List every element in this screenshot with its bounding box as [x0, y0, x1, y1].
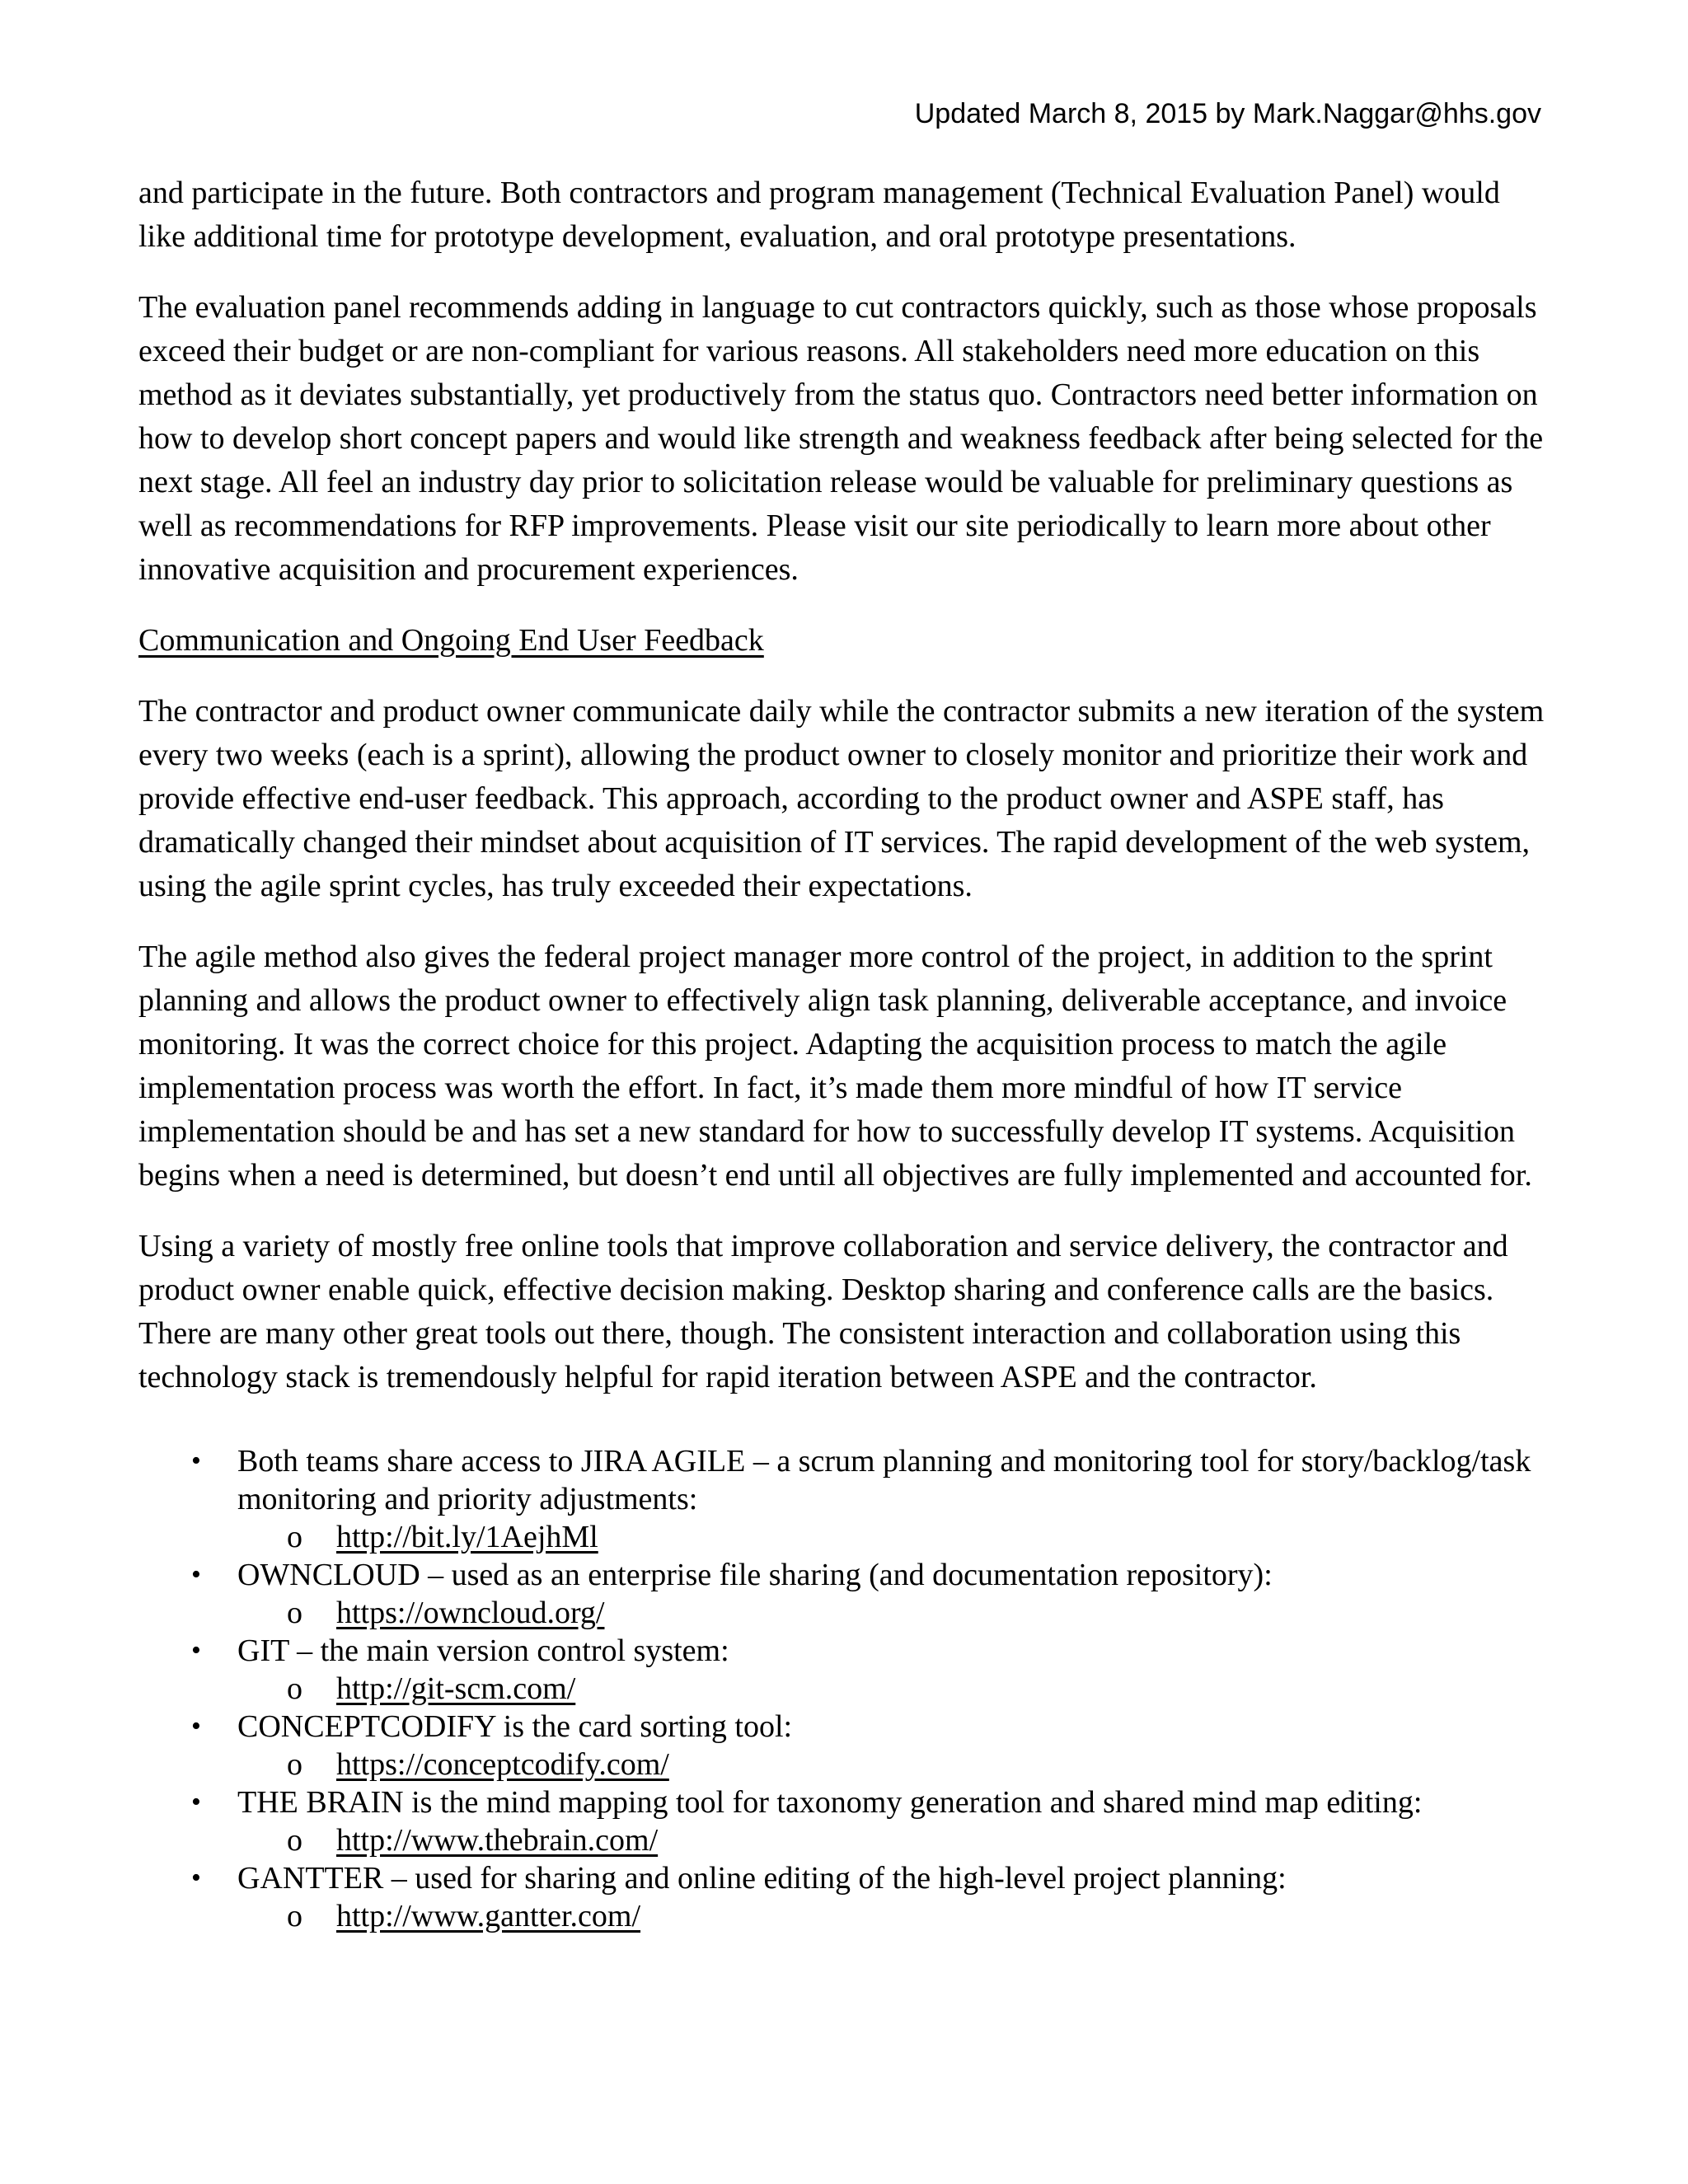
bullet-icon: • [191, 1559, 201, 1590]
tool-description: THE BRAIN is the mind mapping tool for taxonomy generation and shared mind map editing: [237, 1785, 1423, 1820]
list-item [138, 1632, 1548, 1708]
sub-bullet-icon: o [287, 1899, 302, 1933]
list-item [237, 1897, 1548, 1935]
list-item [237, 1594, 1548, 1632]
bullet-icon: • [191, 1446, 201, 1476]
tool-links [237, 1518, 1548, 1556]
sub-bullet-icon: o [287, 1520, 302, 1554]
tool-links [237, 1670, 1548, 1708]
list-item [138, 1859, 1548, 1935]
list-item [237, 1821, 1548, 1859]
tool-link[interactable]: http://www.thebrain.com/ [336, 1823, 659, 1858]
header-update-note: Updated March 8, 2015 by Mark.Naggar@hhs.gov [914, 98, 1541, 129]
list-item [138, 1442, 1548, 1556]
tool-description: GANTTER – used for sharing and online editing of the high-level project planning: [237, 1861, 1287, 1896]
paragraph-communication: The contractor and product owner communicate daily while the contractor submits a new iteration of the system every two weeks (each is a sprint), allowing the product owner to closely monitor and prioritize their work and provide effective end-user feedback. This approach, according to the product owner and ASPE staff, has dramatically changed their mindset about acquisition of IT services. The rapid development of the web system, using the agile sprint cycles, has truly exceeded their expectations. [138, 694, 1545, 903]
list-item [237, 1670, 1548, 1708]
tool-link[interactable]: https://owncloud.org/ [336, 1596, 605, 1630]
tool-link[interactable]: http://www.gantter.com/ [336, 1899, 641, 1933]
bullet-icon: • [191, 1787, 201, 1817]
tool-links [237, 1897, 1548, 1935]
sub-bullet-icon: o [287, 1747, 302, 1782]
bullet-icon: • [191, 1711, 201, 1741]
paragraph-online-tools: Using a variety of mostly free online tools that improve collaboration and service delivery, the contractor and product owner enable quick, effective decision making. Desktop sharing and conference calls are the basics. There are many other great tools out there, though. The consistent interaction and collaboration using this technology stack is tremendously helpful for rapid iteration between ASPE and the contractor. [138, 1229, 1508, 1394]
tools-list [138, 1442, 1548, 1935]
section-heading: Communication and Ongoing End User Feedback [138, 623, 764, 658]
list-item [138, 1556, 1548, 1632]
document-body [138, 171, 1548, 1935]
tool-links [237, 1594, 1548, 1632]
tool-description: Both teams share access to JIRA AGILE – a scrum planning and monitoring tool for story/backlog/task monitoring and priority adjustments: [237, 1444, 1531, 1516]
paragraph-agile-method: The agile method also gives the federal project manager more control of the project, in addition to the sprint planning and allows the product owner to effectively align task planning, deliverable acceptance, and invoice monitoring. It was the correct choice for this project. Adapting the acquisition process to match the agile implementation process was worth the effort. In fact, it’s made them more mindful of how IT service implementation should be and has set a new standard for how to successfully develop IT systems. Acquisition begins when a need is determined, but doesn’t end until all objectives are fully implemented and accounted for. [138, 940, 1532, 1193]
list-item [138, 1708, 1548, 1783]
bullet-icon: • [191, 1863, 201, 1893]
tool-description: CONCEPTCODIFY is the card sorting tool: [237, 1709, 793, 1744]
paragraph-continuation: and participate in the future. Both contractors and program management (Technical Evaluation Panel) would like additional time for prototype development, evaluation, and oral prototype presentations. [138, 176, 1500, 254]
list-item [237, 1746, 1548, 1783]
list-item [138, 1783, 1548, 1859]
bullet-icon: • [191, 1635, 201, 1666]
tool-link[interactable]: http://git-scm.com/ [336, 1671, 576, 1706]
tool-description: OWNCLOUD – used as an enterprise file sharing (and documentation repository): [237, 1558, 1273, 1592]
tool-link[interactable]: https://conceptcodify.com/ [336, 1747, 669, 1782]
paragraph-evaluation-panel: The evaluation panel recommends adding in language to cut contractors quickly, such as those whose proposals exceed their budget or are non-compliant for various reasons. All stakeholders need more education on this method as it deviates substantially, yet productively from the status quo. Contractors need better information on how to develop short concept papers and would like strength and weakness feedback after being selected for the next stage. All feel an industry day prior to solicitation release would be valuable for preliminary questions as well as recommendations for RFP improvements. Please visit our site periodically to learn more about other innovative acquisition and procurement experiences. [138, 290, 1544, 587]
sub-bullet-icon: o [287, 1596, 302, 1630]
tool-links [237, 1746, 1548, 1783]
tool-description: GIT – the main version control system: [237, 1633, 729, 1668]
sub-bullet-icon: o [287, 1671, 302, 1706]
sub-bullet-icon: o [287, 1823, 302, 1858]
tool-link[interactable]: http://bit.ly/1AejhMl [336, 1520, 598, 1554]
tool-links [237, 1821, 1548, 1859]
list-item [237, 1518, 1548, 1556]
